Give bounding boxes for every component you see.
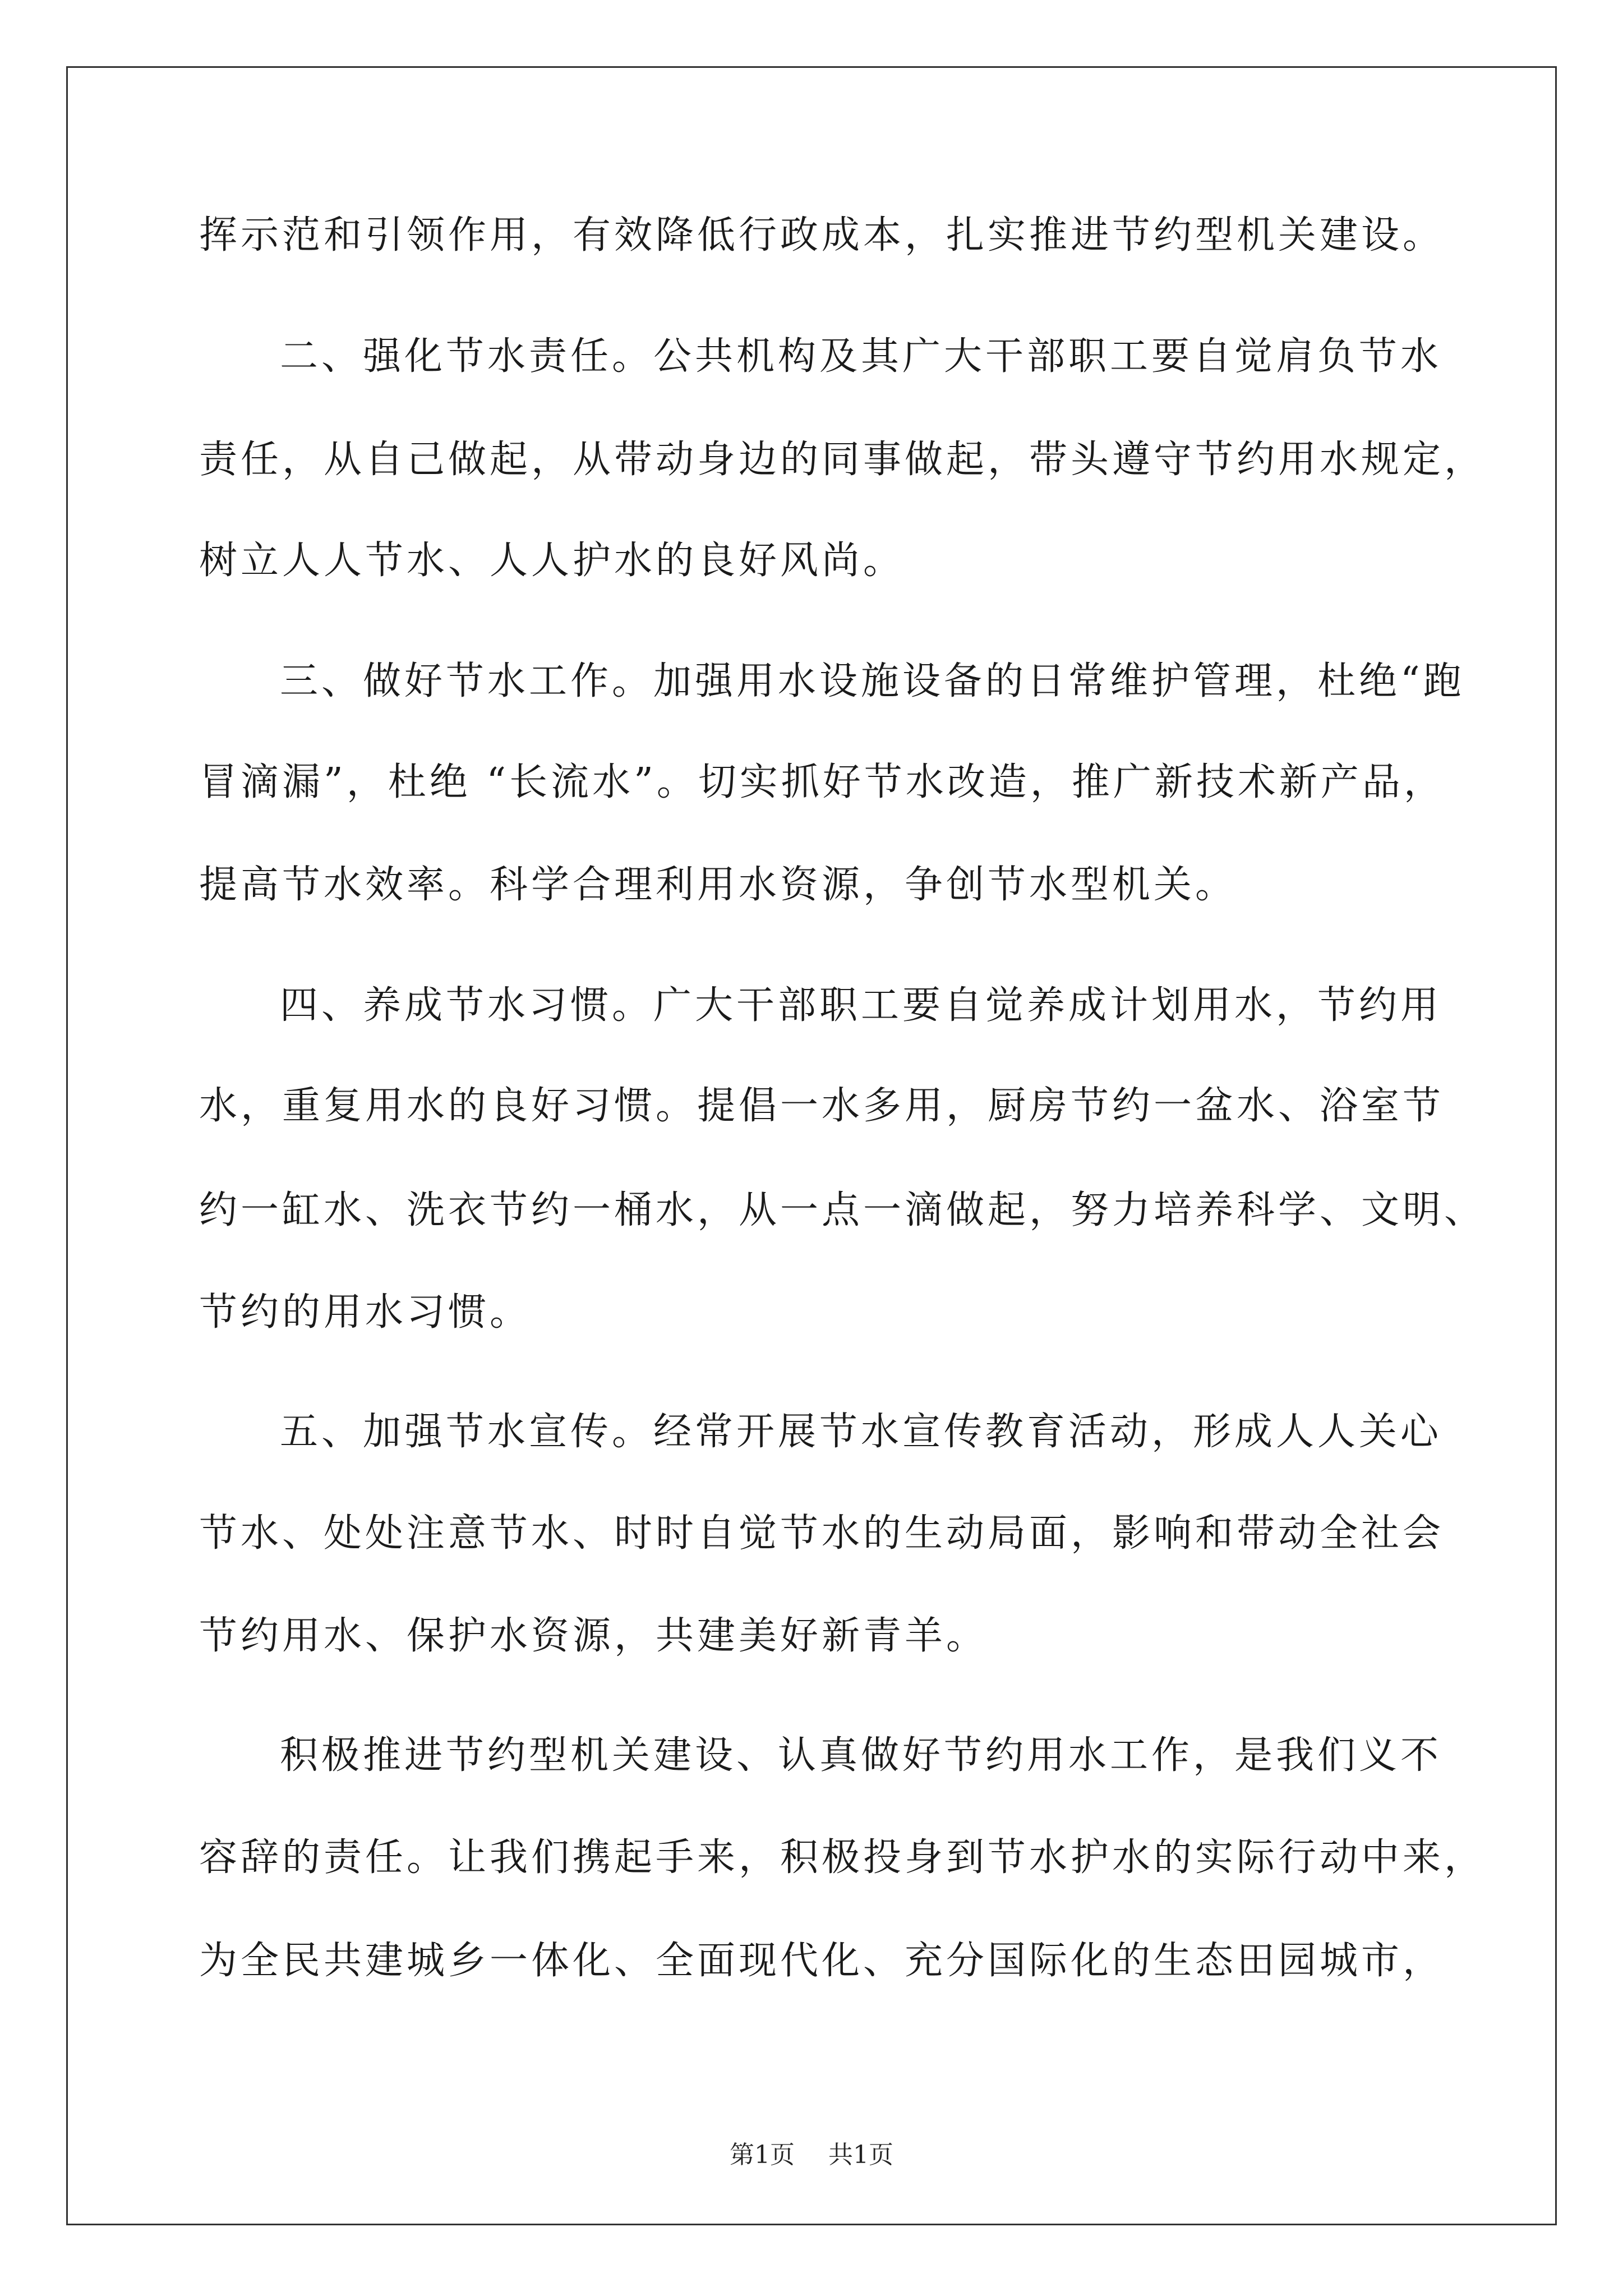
text-line: 二、强化节水责任。公共机构及其广大干部职工要自觉肩负节水 — [280, 334, 1442, 379]
text-line: 节约用水、保护水资源，共建美好新青羊。 — [199, 1614, 988, 1658]
page-footer — [0, 2138, 1623, 2172]
page-total: 共1页 — [828, 2141, 893, 2169]
text-line: 树立人人节水、人人护水的良好风尚。 — [199, 539, 905, 583]
text-line: 容辞的责任。让我们携起手来，积极投身到节水护水的实际行动中来， — [199, 1835, 1486, 1880]
page-border — [66, 66, 1557, 2225]
text-line: 三、做好节水工作。加强用水设施设备的日常维护管理，杜绝“跑 — [280, 659, 1465, 703]
text-line: 挥示范和引领作用，有效降低行政成本，扎实推进节约型机关建设。 — [199, 213, 1445, 257]
text-line: 水，重复用水的良好习惯。提倡一水多用，厨房节约一盆水、浴室节 — [199, 1084, 1445, 1128]
text-line: 约一缸水、洗衣节约一桶水，从一点一滴做起，努力培养科学、文明、 — [199, 1188, 1486, 1232]
text-line: 为全民共建城乡一体化、全面现代化、充分国际化的生态田园城市， — [199, 1939, 1445, 1983]
text-line: 四、养成节水习惯。广大干部职工要自觉养成计划用水，节约用 — [280, 983, 1442, 1028]
text-line: 责任，从自己做起，从带动身边的同事做起，带头遵守节约用水规定， — [199, 438, 1486, 482]
text-line: 积极推进节约型机关建设、认真做好节约用水工作，是我们义不 — [280, 1733, 1442, 1778]
text-line: 提高节水效率。科学合理利用水资源，争创节水型机关。 — [199, 863, 1237, 907]
text-line: 节约的用水习惯。 — [199, 1290, 532, 1335]
text-line: 节水、处处注意节水、时时自觉节水的生动局面，影响和带动全社会 — [199, 1511, 1445, 1556]
text-line: 五、加强节水宣传。经常开展节水宣传教育活动，形成人人关心 — [280, 1410, 1442, 1454]
page-number: 第1页 — [730, 2141, 795, 2169]
text-line: 冒滴漏”，杜绝 “长流水”。切实抓好节水改造，推广新技术新产品， — [199, 760, 1445, 804]
